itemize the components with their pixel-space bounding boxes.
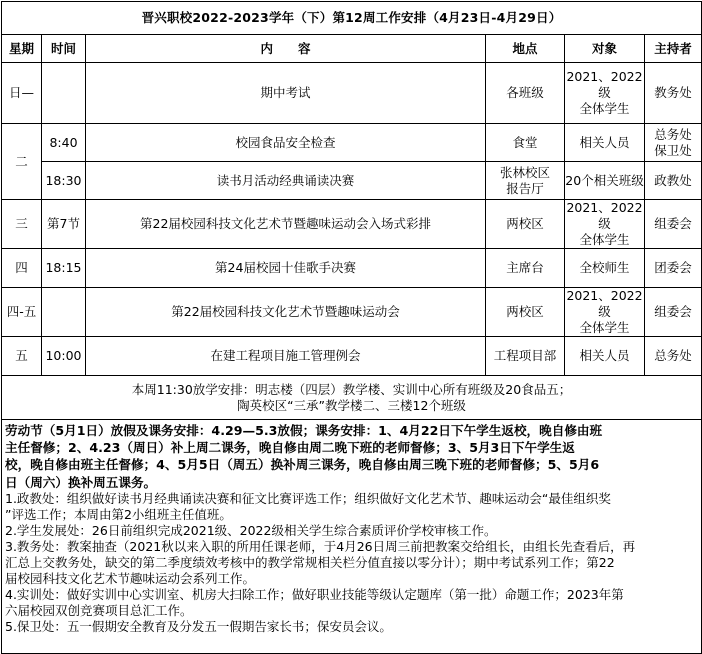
content-cell: 期中考试 <box>86 63 486 124</box>
note-line: 2.学生发展处：26日前组织完成2021级、2022级相关学生综合素质评价学校审核工作。 <box>5 522 497 538</box>
time-cell: 18:30 <box>42 162 86 200</box>
note-line: 3.教务处：教案抽查（2021秋以来入职的所用任课老师，于4月26日周三前把教案交给组长，由组长先查看后，再 <box>5 538 636 554</box>
table-row <box>2 288 702 337</box>
header-content: 内 容 <box>86 35 486 63</box>
content-cell: 第22届校园科技文化艺术节暨趣味运动会入场式彩排 <box>86 200 486 249</box>
host-cell: 总务处 <box>645 337 702 376</box>
dismissal-line: 陶英校区“三承”教学楼二、三楼12个班级 <box>237 397 466 413</box>
header-time: 时间 <box>42 35 86 63</box>
holiday-notice-line: 校，晚自修由班主任督修；4、5月5日（周五）换补周三课务，晚自修由周三晚下班的老师督修；5、5月6 <box>5 457 600 473</box>
time-cell: 8:40 <box>42 124 86 162</box>
location-cell: 各班级 <box>486 63 565 124</box>
content-cell: 校园食品安全检查 <box>86 124 486 162</box>
schedule-sheet <box>1 1 701 634</box>
audience-line: 2021、2022级 <box>566 69 643 100</box>
holiday-notice-line: 劳动节（5月1日）放假及课务安排：4.29—5.3放假；课务安排：1、4月22日下午学生返校，晚自修由班 <box>5 423 603 438</box>
day-cell: 三 <box>2 200 42 249</box>
note-line: 届校园科技文化艺术节趣味运动会系列工作。 <box>5 570 256 586</box>
content-cell: 在建工程项目施工管理例会 <box>86 337 486 376</box>
time-cell <box>42 288 86 337</box>
header-location: 地点 <box>486 35 565 63</box>
dismissal-line: 本周11:30放学安排：明志楼（四层）教学楼、实训中心所有班级及20食品五； <box>131 381 572 397</box>
location-cell: 两校区 <box>486 288 565 337</box>
location-line: 张林校区 <box>499 164 550 180</box>
time-cell: 18:15 <box>42 249 86 288</box>
location-cell: 工程项目部 <box>486 337 565 376</box>
header-row <box>2 35 702 63</box>
audience-cell <box>565 63 645 124</box>
audience-cell: 相关人员 <box>565 337 645 376</box>
audience-cell: 相关人员 <box>565 124 645 162</box>
dismissal-row <box>2 376 702 420</box>
table-row <box>2 124 702 162</box>
time-cell: 第7节 <box>42 200 86 249</box>
table-row <box>2 63 702 124</box>
title-row <box>2 2 702 35</box>
notes-row <box>2 420 702 654</box>
schedule-table <box>1 1 702 654</box>
host-cell: 组委会 <box>645 288 702 337</box>
day-cell: 五 <box>2 337 42 376</box>
day-cell: 日— <box>2 63 42 124</box>
day-cell: 四-五 <box>2 288 42 337</box>
note-line: 1.政教处：组织做好读书月经典诵读决赛和征文比赛评选工作；组织做好文化艺术节、趣味运动会“最佳组织奖 <box>5 490 611 506</box>
host-cell <box>645 124 702 162</box>
note-line: 4.实训处：做好实训中心实训室、机房大扫除工作；做好职业技能等级认定题库（第一批）命题工作；2023年第 <box>5 586 624 602</box>
content-cell: 第24届校园十佳歌手决赛 <box>86 249 486 288</box>
audience-cell <box>565 200 645 249</box>
host-cell: 教务处 <box>645 63 702 124</box>
note-line: 5.保卫处：五一假期安全教育及分发五一假期告家长书；保安员会议。 <box>5 618 392 634</box>
content-cell: 第22届校园科技文化艺术节暨趣味运动会 <box>86 288 486 337</box>
location-line: 报告厅 <box>506 180 544 196</box>
audience-line: 全体学生 <box>579 232 630 247</box>
audience-line: 全体学生 <box>579 101 630 116</box>
day-cell: 二 <box>2 124 42 200</box>
table-row <box>2 249 702 288</box>
notes-block <box>2 420 702 654</box>
note-line: 汇总上交教务处，缺交的第二季度绩效考核中的教学常规相关栏分值直接以零分计）；期中考试系列工作；第22 <box>5 554 615 570</box>
holiday-notice-line: 主任督修；2、4.23（周日）补上周二课务，晚自修由周二晚下班的老师督修；3、5月3日下午学生返 <box>5 440 575 456</box>
host-line: 保卫处 <box>654 142 692 158</box>
audience-cell <box>565 288 645 337</box>
note-line: ”评选工作；本周由第2小组班主任值班。 <box>5 506 232 522</box>
location-cell <box>486 162 565 200</box>
note-line: 六届校园双创竞赛项目总汇工作。 <box>5 602 193 618</box>
page-title: 晋兴职校2022-2023学年（下）第12周工作安排（4月23日-4月29日） <box>2 2 702 35</box>
holiday-notice-line: 日（周六）换补周五课务。 <box>5 474 157 490</box>
host-cell: 组委会 <box>645 200 702 249</box>
table-row <box>2 162 702 200</box>
header-host: 主持者 <box>645 35 702 63</box>
audience-line: 2021、2022级 <box>566 200 643 231</box>
location-cell: 食堂 <box>486 124 565 162</box>
header-audience: 对象 <box>565 35 645 63</box>
table-row <box>2 200 702 249</box>
host-line: 总务处 <box>654 126 692 142</box>
day-cell: 四 <box>2 249 42 288</box>
table-row <box>2 337 702 376</box>
host-cell: 团委会 <box>645 249 702 288</box>
time-cell <box>42 63 86 124</box>
audience-line: 2021、2022级 <box>566 288 643 319</box>
time-cell: 10:00 <box>42 337 86 376</box>
audience-line: 全体学生 <box>579 320 630 335</box>
audience-cell: 20个相关班级 <box>565 162 645 200</box>
header-day: 星期 <box>2 35 42 63</box>
dismissal-info <box>2 376 702 420</box>
location-cell: 两校区 <box>486 200 565 249</box>
location-cell: 主席台 <box>486 249 565 288</box>
audience-cell: 全校师生 <box>565 249 645 288</box>
host-cell: 政教处 <box>645 162 702 200</box>
content-cell: 读书月活动经典诵读决赛 <box>86 162 486 200</box>
